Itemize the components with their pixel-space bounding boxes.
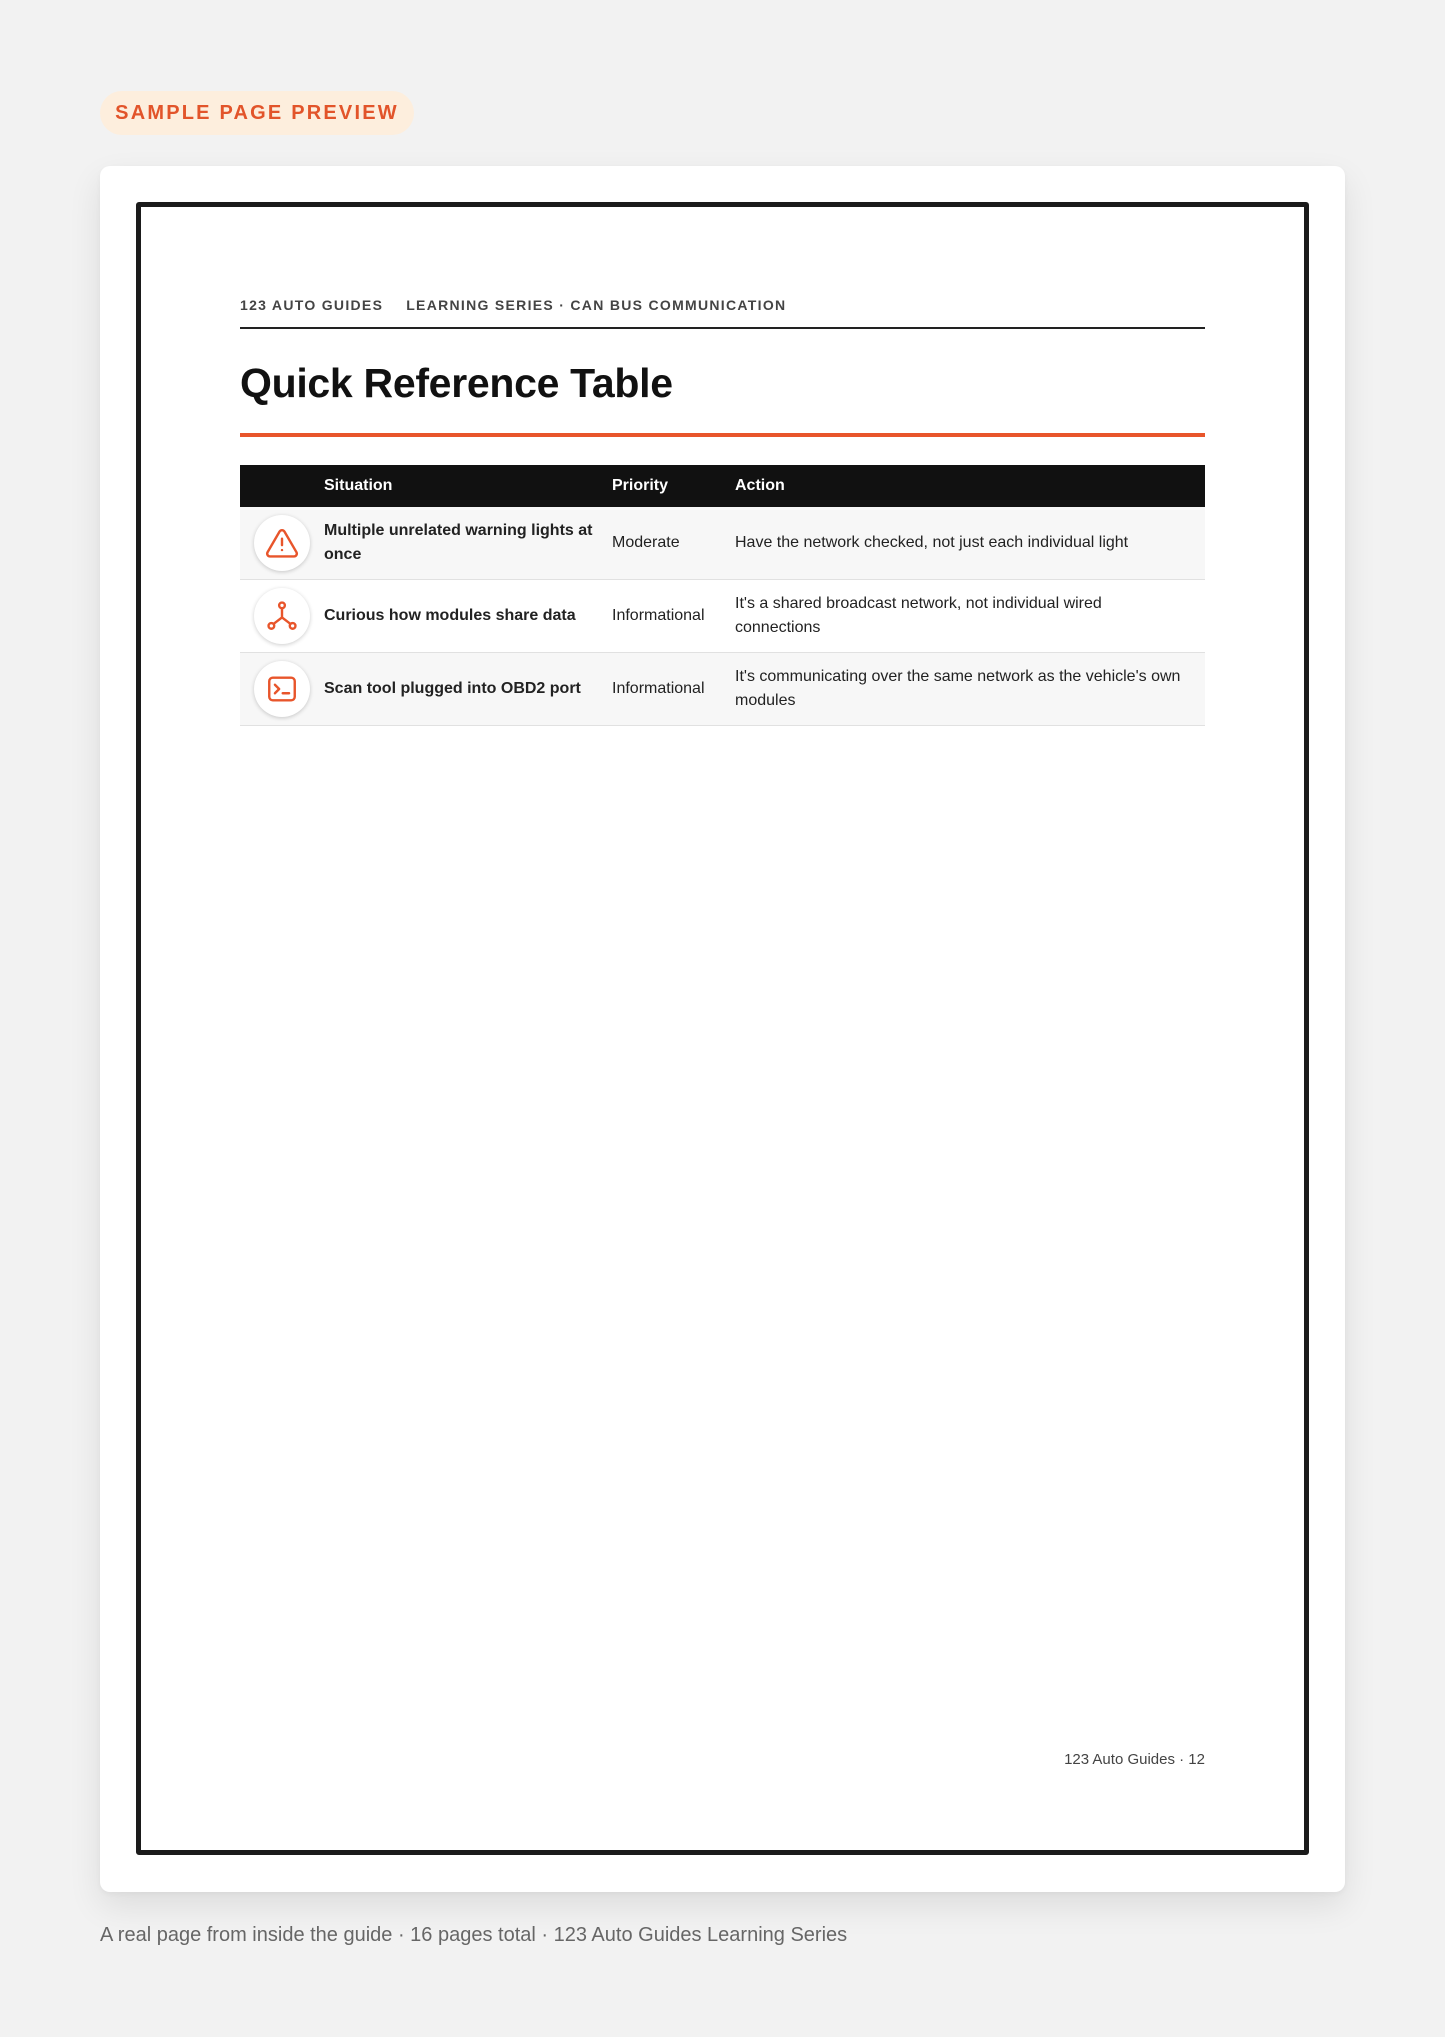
situation-cell: Curious how modules share data <box>324 580 612 653</box>
priority-cell: Informational <box>612 653 735 726</box>
column-header-priority: Priority <box>612 465 735 507</box>
situation-cell: Multiple unrelated warning lights at once <box>324 507 612 580</box>
action-cell: It's communicating over the same network as the vehicle's own modules <box>735 653 1205 726</box>
priority-cell: Informational <box>612 580 735 653</box>
document-page <box>136 202 1309 1855</box>
column-header-action: Action <box>735 465 1205 507</box>
sample-page-preview-badge: SAMPLE PAGE PREVIEW <box>100 91 414 135</box>
terminal-icon <box>254 661 310 717</box>
table-row <box>240 653 1205 726</box>
situation-cell: Scan tool plugged into OBD2 port <box>324 653 612 726</box>
header-brand: 123 AUTO GUIDES <box>240 297 384 313</box>
column-header-icon <box>240 465 324 507</box>
row-icon-cell <box>240 580 324 653</box>
warning-triangle-icon <box>254 515 310 571</box>
header-series: LEARNING SERIES · CAN BUS COMMUNICATION <box>406 297 787 313</box>
table-row <box>240 580 1205 653</box>
action-cell: It's a shared broadcast network, not individual wired connections <box>735 580 1205 653</box>
action-cell: Have the network checked, not just each individual light <box>735 507 1205 580</box>
priority-cell: Moderate <box>612 507 735 580</box>
quick-reference-table <box>240 465 1205 726</box>
network-nodes-icon <box>254 588 310 644</box>
preview-caption: A real page from inside the guide · 16 pages total · 123 Auto Guides Learning Series <box>100 1924 848 1946</box>
title-underline <box>240 433 1205 437</box>
row-icon-cell <box>240 653 324 726</box>
page-preview-card <box>100 166 1345 1892</box>
table-row <box>240 507 1205 580</box>
row-icon-cell <box>240 507 324 580</box>
page-footer: 123 Auto Guides · 12 <box>1064 1751 1205 1768</box>
running-header <box>240 297 1205 329</box>
column-header-situation: Situation <box>324 465 612 507</box>
page-title: Quick Reference Table <box>240 360 673 406</box>
table-header-row <box>240 465 1205 507</box>
